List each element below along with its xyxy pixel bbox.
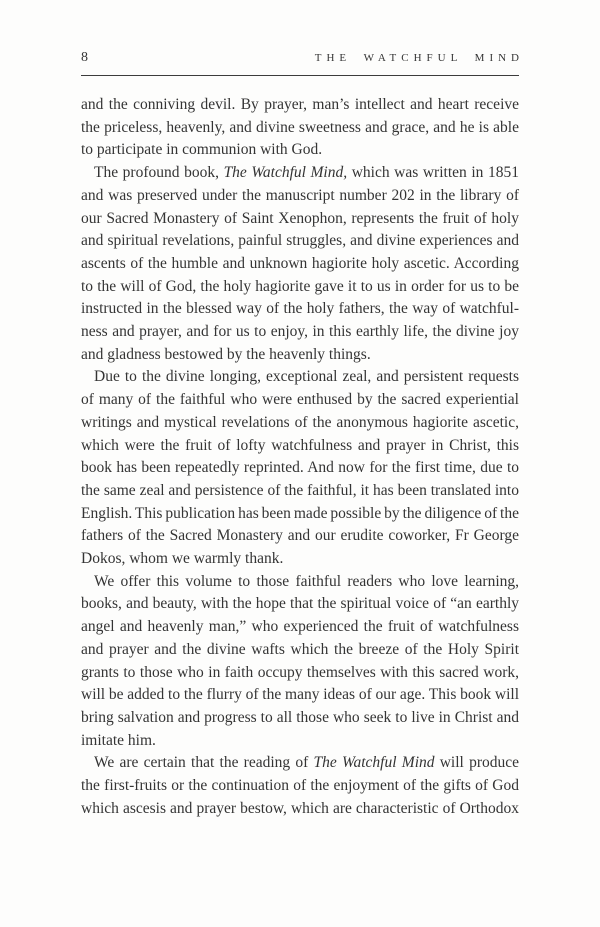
text-run: fathers of the Sacred Monastery and our erudite coworker, Fr George [81, 527, 519, 545]
text-line [81, 117, 519, 140]
text-run: the same zeal and persistence of the faithful, it has been translated into [81, 481, 519, 499]
text-run: which ascesis and prayer bestow, which are characteristic of Orthodox [81, 799, 519, 817]
italic-text-run: The Watchful Mind [313, 754, 435, 772]
text-line [81, 775, 519, 798]
italic-text-run: The Watchful Mind, [223, 164, 348, 182]
text-line [81, 435, 519, 458]
text-line [81, 230, 519, 253]
text-run: angel and heavenly man,” who experienced the fruit of watchfulness [81, 618, 519, 636]
text-run: Dokos, whom we warmly thank. [81, 550, 284, 568]
text-run: and prayer and the divine wafts which the breeze of the Holy Spirit [81, 640, 519, 658]
paragraph [81, 94, 519, 162]
text-line [81, 707, 519, 730]
text-run: writings and mystical revelations of the anonymous hagiorite ascetic, [81, 413, 519, 431]
text-run: and the conniving devil. By prayer, man’s intellect and heart receive [81, 96, 519, 113]
text-run: which were the fruit of lofty watchfulness and prayer in Christ, this [81, 436, 519, 454]
text-line [81, 389, 519, 412]
text-line [81, 366, 519, 389]
text-run: to participate in communion with God. [81, 141, 323, 159]
text-line [81, 571, 519, 594]
text-run: books, and beauty, with the hope that the spiritual voice of “an earthly [81, 595, 519, 613]
paragraph [81, 752, 519, 820]
text-run: will be added to the flurry of the many ideas of our age. This book will [81, 686, 519, 704]
text-line [81, 276, 519, 299]
text-line [81, 94, 519, 117]
text-line [81, 321, 519, 344]
text-line [81, 298, 519, 321]
text-run: the first-fruits or the continuation of the enjoyment of the gifts of God [81, 777, 519, 795]
text-run: We are certain that the reading of [94, 754, 314, 772]
page-header [81, 50, 524, 65]
text-line [81, 730, 519, 753]
text-run: We offer this volume to those faithful readers who love learning, [94, 572, 519, 590]
text-run: The profound book, [94, 164, 224, 182]
text-run: bring salvation and progress to all those who seek to live in Christ and [81, 708, 519, 726]
text-run: the priceless, heavenly, and divine sweetness and grace, and he is able [81, 118, 519, 136]
text-line [81, 344, 519, 367]
text-run: to the will of God, the holy hagiorite gave it to us in order for us to be [81, 277, 519, 295]
page-number: 8 [81, 50, 88, 65]
text-run: imitate him. [81, 731, 156, 749]
text-run: Due to the divine longing, exceptional zeal, and persistent requests [94, 368, 519, 386]
text-run: English. This publication has been made possible by the diligence of the [81, 504, 519, 522]
text-line [81, 798, 519, 821]
text-run: of many of the faithful who were enthused by the sacred experiential [81, 391, 519, 409]
text-run: ness and prayer, and for us to enjoy, in this earthly life, the divine joy [81, 323, 519, 341]
text-line [81, 503, 519, 526]
paragraph [81, 162, 519, 366]
text-run: our Sacred Monastery of Saint Xenophon, represents the fruit of holy [81, 209, 519, 227]
text-line [81, 616, 519, 639]
text-run: which was written in 1851 [347, 164, 519, 182]
text-run: ascents of the humble and unknown hagiorite holy ascetic. According [81, 254, 519, 272]
text-line [81, 684, 519, 707]
text-line [81, 185, 519, 208]
body-text [81, 94, 519, 821]
text-line [81, 253, 519, 276]
text-run: will produce [434, 754, 519, 772]
text-run: and spiritual revelations, painful struggles, and divine experiences and [81, 232, 519, 250]
text-line [81, 139, 519, 162]
text-run: grants to those who in faith occupy themselves with this sacred work, [81, 663, 519, 681]
text-run: and gladness bestowed by the heavenly things. [81, 345, 371, 363]
text-line [81, 412, 519, 435]
text-run: instructed in the blessed way of the holy fathers, the way of watchful- [81, 300, 519, 318]
text-line [81, 593, 519, 616]
text-line [81, 752, 519, 775]
text-line [81, 548, 519, 571]
text-line [81, 662, 519, 685]
text-line [81, 162, 519, 185]
header-rule [81, 75, 519, 76]
paragraph [81, 366, 519, 570]
text-line [81, 480, 519, 503]
paragraph [81, 571, 519, 753]
text-line [81, 457, 519, 480]
text-line [81, 639, 519, 662]
text-run: book has been repeatedly reprinted. And now for the first time, due to [81, 459, 519, 477]
running-title: THE WATCHFUL MIND [314, 52, 524, 64]
text-line [81, 525, 519, 548]
text-line [81, 208, 519, 231]
text-run: and was preserved under the manuscript number 202 in the library of [81, 186, 519, 204]
